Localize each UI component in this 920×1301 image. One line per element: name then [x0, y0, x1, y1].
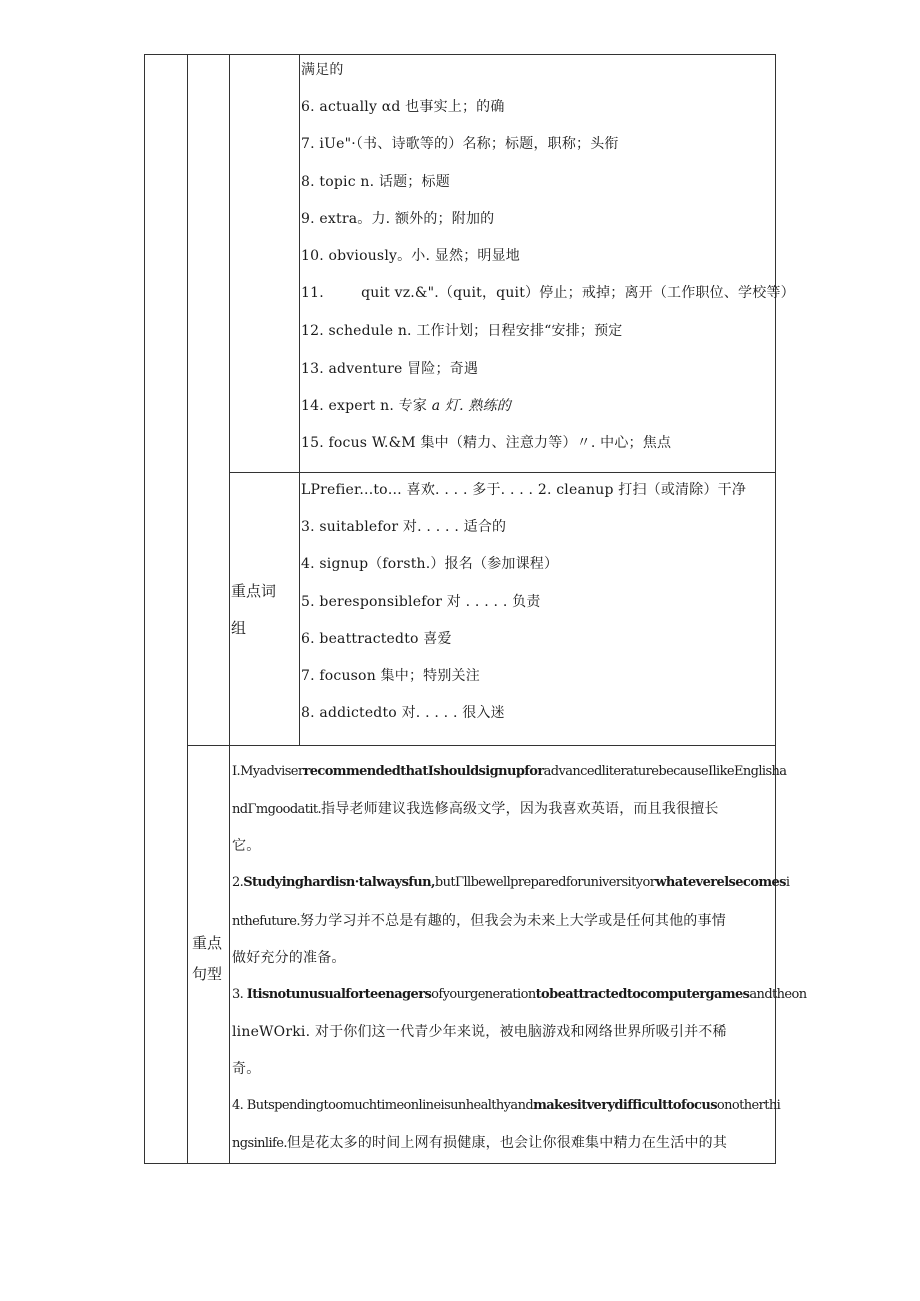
key-phrases-cell: [300, 473, 775, 745]
vocab-line: 15. focus W.&M 集中（精力、注意力等）〃. 中心；焦点: [301, 435, 672, 451]
key-phrases-label-line2: 组: [231, 619, 247, 637]
sentence-4-line-1: 4. Butspendingtoomuchtimeonlineisunhealthyandmakesitverydifficulttofocusonotherthi: [232, 1098, 781, 1113]
vocab-line-14: 14. expert n. 专家: [301, 398, 432, 414]
vocab-line: 7. iUe"·（书、诗歌等的）名称；标题，职称；头衔: [301, 136, 619, 152]
column-divider-1: [187, 55, 188, 1163]
vocab-line-14-italic: a 灯. 熟练的: [431, 398, 511, 414]
phrase-line: 7. focuson 集中；特别关注: [301, 668, 480, 684]
lesson-table: [144, 54, 807, 1164]
sentence-2-line-2: nthefuture.努力学习并不总是有趣的，但我会为未来上大学或是任何其他的事情: [232, 913, 726, 929]
vocab-line: [301, 396, 511, 416]
key-sentences-label-line2: 句型: [192, 965, 223, 983]
sentence-2-line-3: 做好充分的准备。: [232, 950, 346, 966]
key-sentences-label-line1: 重点: [192, 934, 223, 952]
sentence-1-line-1: I.MyadviserrecommendedthatIshouldsignupforadvancedliteraturebecauseIlikeEnglisha: [232, 764, 787, 779]
sentence-2-line-1: 2.Studyinghardisn·talwaysfun,butΓllbewellpreparedforuniversityorwhateverelsecomesi: [232, 875, 790, 890]
key-phrases-label-line1: 重点词: [231, 582, 277, 600]
phrase-line: 8. addictedto 对. . . . . 很入迷: [301, 705, 505, 721]
sentence-1-line-2: ndΓmgoodatit.指导老师建议我选修高级文学，因为我喜欢英语，而且我很擅长: [232, 801, 719, 817]
vocab-line: 8. topic n. 话题；标题: [301, 174, 450, 190]
key-sentences-cell: [230, 746, 807, 1163]
vocab-line: 11. quit vz.&".（quit，quit）停止；戒掉；离开（工作职位、学校等）: [301, 285, 795, 301]
phrase-line: 4. signup（forsth.）报名（参加课程）: [301, 556, 559, 572]
sentence-3-line-2: lineWOrki. 对于你们这一代青少年来说，被电脑游戏和网络世界所吸引并不稀: [232, 1024, 727, 1040]
sentence-1-line-3: 它。: [232, 838, 261, 854]
phrase-line: 5. beresponsiblefor 对 . . . . . 负责: [301, 594, 541, 610]
key-sentences-label: [192, 933, 222, 984]
phrase-line: 6. beattractedto 喜爱: [301, 631, 452, 647]
sentence-3-line-3: 奇。: [232, 1061, 261, 1077]
phrase-line: LPrefier...to… 喜欢. . . . 多于. . . . 2. cleanup 打扫（或清除）干净: [301, 482, 747, 498]
sentence-3-line-1: 3. Itisnotunusualforteenagersofyourgenerationtobeattractedtocomputergamesandtheon: [232, 987, 807, 1002]
sentence-4-line-2: ngsinlife.但是花太多的时间上网有损健康，也会让你很难集中精力在生活中的其: [232, 1135, 728, 1151]
vocabulary-cell: [300, 55, 795, 472]
vocab-line: 10. obviously。小. 显然；明显地: [301, 248, 521, 264]
key-phrases-label: [231, 581, 276, 638]
vocab-line: 6. actually αd 也事实上；的确: [301, 99, 505, 115]
vocab-line: 12. schedule n. 工作计划；日程安排“安排；预定: [301, 323, 623, 339]
vocab-line: 13. adventure 冒险；奇遇: [301, 361, 479, 377]
vocab-line: 9. extra。力. 额外的；附加的: [301, 211, 495, 227]
vocab-line: 满足的: [301, 62, 344, 78]
phrase-line: 3. suitablefor 对. . . . . 适合的: [301, 519, 507, 535]
